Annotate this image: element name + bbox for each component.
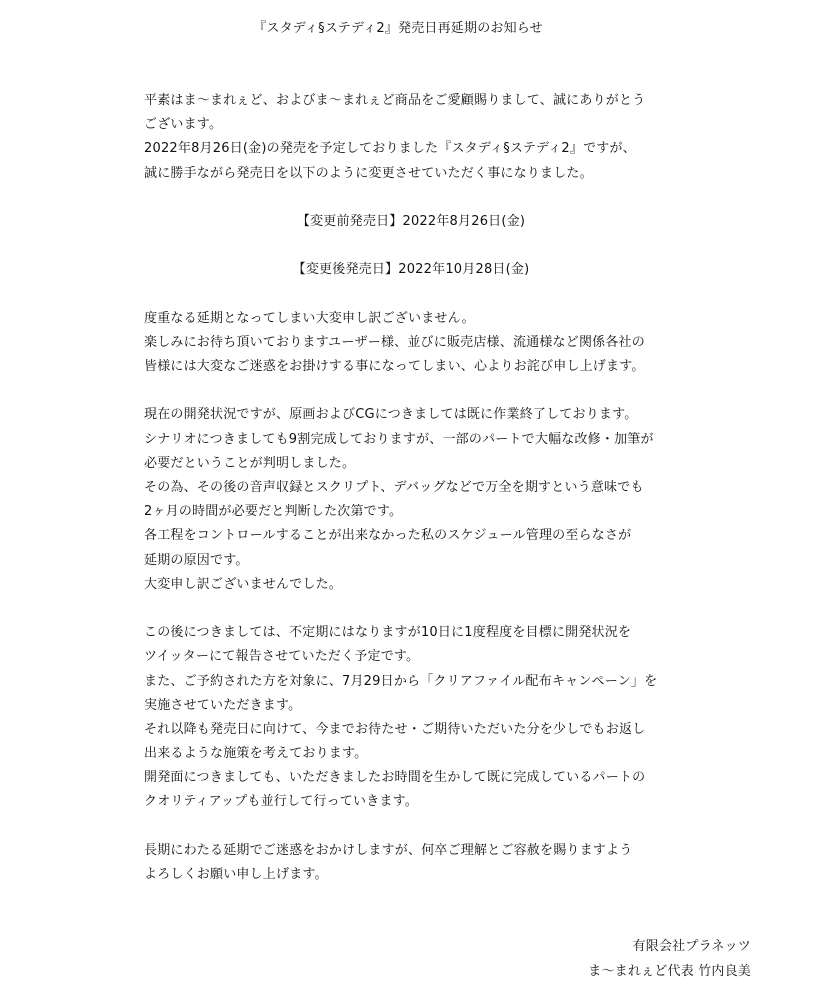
body-line: その為、その後の音声収録とスクリプト、デバッグなどで万全を期すという意味でも [144, 480, 644, 495]
body-line: 度重なる延期となってしまい大変申し訳ございません。 [144, 310, 475, 326]
notice-title: 『スタディ§ステディ2』発売日再延期のお知らせ [253, 21, 543, 36]
body-line: 2ヶ月の時間が必要だと判断した次第です。 [144, 504, 403, 520]
release-date-after: 【変更後発売日】2022年10月28日(金) [292, 262, 530, 278]
body-line: 実施させていただきます。 [144, 697, 302, 713]
signature-block [588, 934, 751, 984]
body-line: 必要だということが判明しました。 [144, 455, 356, 471]
body-line: 延期の原因です。 [144, 552, 249, 568]
body-line: 出来るような施策を考えております。 [144, 746, 368, 762]
signature-company: 有限会社プラネッツ [632, 939, 751, 954]
body-line: 現在の開発状況ですが、原画およびCGにつきましては既に作業終了しております。 [144, 407, 638, 423]
body-line: クオリティアップも並行して行っていきます。 [144, 794, 418, 810]
body-line: よろしくお願い申し上げます。 [144, 867, 328, 882]
release-date-before: 【変更前発売日】2022年8月26日(金) [296, 213, 526, 229]
paragraph-spacer [144, 815, 704, 839]
body-line: 誠に勝手ながら発売日を以下のように変更させていただく事になりました。 [144, 165, 593, 181]
body-line: 2022年8月26日(金)の発売を予定しておりました『スタディ§ステディ2』ですが、 [144, 141, 636, 157]
paragraph-spacer [144, 186, 704, 210]
body-line: 長期にわたる延期でご迷惑をおかけしますが、何卒ご理解とご容赦を賜りますよう [144, 842, 633, 858]
paragraph-spacer [144, 283, 704, 307]
body-line: 平素はま～まれぇど、およびま～まれぇど商品をご愛顧賜りまして、誠にありがとう [144, 93, 646, 108]
body-line: 大変申し訳ございませんでした。 [144, 576, 343, 592]
notice-body [144, 89, 704, 887]
body-line: それ以降も発売日に向けて、今までお待たせ・ご期待いただいた分を少しでもお返し [144, 721, 646, 737]
body-line: この後につきましては、不定期にはなりますが10日に1度程度を目標に開発状況を [144, 625, 632, 641]
body-line: 各工程をコントロールすることが出来なかった私のスケジュール管理の至らなさが [144, 528, 632, 544]
paragraph-spacer [144, 597, 704, 621]
paragraph-spacer [144, 379, 704, 403]
body-line: また、ご予約された方を対象に、7月29日から「クリアファイル配布キャンペーン」を [144, 673, 658, 689]
body-line: 楽しみにお待ち頂いておりますユーザー様、並びに販売店様、流通様など関係各社の [144, 334, 645, 350]
body-line: 皆様には大変なご迷惑をお掛けする事になってしまい、心よりお詫び申し上げます。 [144, 359, 645, 375]
signature-representative: ま～まれぇど代表 竹内良美 [588, 964, 751, 979]
body-line: ツイッターにて報告させていただく予定です。 [144, 649, 420, 665]
paragraph-spacer [144, 234, 704, 258]
body-line: 開発面につきましても、いただきましたお時間を生かして既に完成しているパートの [144, 770, 646, 786]
body-line: シナリオにつきましても9割完成しておりますが、一部のパートで大幅な改修・加筆が [144, 431, 654, 447]
body-line: ございます。 [144, 117, 223, 133]
